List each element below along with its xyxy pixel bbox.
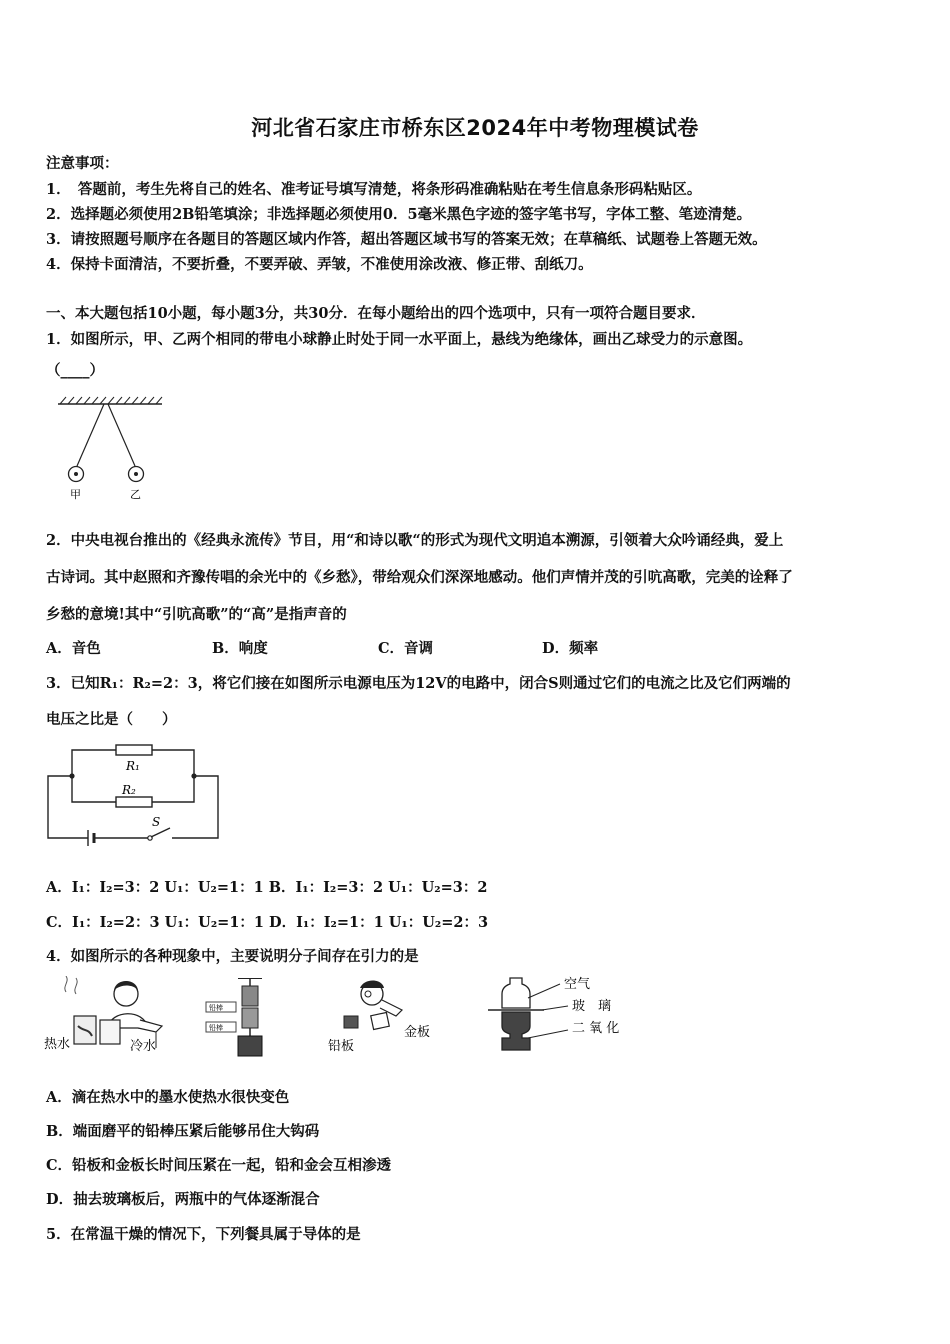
no2-label: 二 氧 化 [572, 1021, 620, 1036]
question-2-option-b[interactable]: B．响度 [212, 640, 268, 657]
lead-plate-label: 铅板 [328, 1039, 355, 1054]
steam-lines [65, 976, 77, 994]
question-3-options-row-2[interactable]: C．I₁：I₂=2：3 U₁：U₂=1：1 D．I₁：I₂=1：1 U₁：U₂=2：3 [46, 914, 489, 931]
hanging-weight [238, 1036, 262, 1056]
question-2-option-c[interactable]: C．音调 [378, 640, 434, 657]
label-lower-text: 铅棒 [209, 1024, 223, 1032]
lead-plate [344, 1016, 358, 1028]
question-4-text: 4．如图所示的各种现象中，主要说明分子间存在引力的是 [46, 948, 419, 965]
wire-left-loop [48, 776, 88, 838]
wire-top-right [152, 750, 194, 776]
question-2-option-d[interactable]: D．频率 [542, 640, 599, 657]
ball-b-center [134, 472, 138, 476]
notice-item-1: 1． 答题前，考生先将自己的姓名、准考证号填写清楚，将条形码准确粘贴在考生信息条形码粘贴区。 [46, 181, 702, 198]
ball-a-center [74, 472, 78, 476]
question-3-options-row-1[interactable]: A．I₁：I₂=3：2 U₁：U₂=1：1 B．I₁：I₂=3：2 U₁：U₂=3：2 [46, 879, 488, 896]
question-4-option-b[interactable]: B．端面磨平的铅棒压紧后能够吊住大钩码 [46, 1123, 320, 1140]
no2-bottle [502, 1012, 530, 1050]
ball-a-label: 甲 [70, 488, 81, 501]
notice-item-4: 4．保持卡面清洁，不要折叠，不要弄破、弄皱，不准使用涂改液、修正带、刮纸刀。 [46, 256, 593, 273]
resistor-r1 [116, 745, 152, 755]
question-1-answer-blank[interactable]: （____） [46, 362, 104, 379]
ink-water-figure [44, 976, 174, 1058]
question-2-option-a[interactable]: A．音色 [46, 640, 101, 657]
question-3-line-1: 3．已知R₁：R₂=2：3，将它们接在如图所示电源电压为12V的电路中，闭合S则通过它们的电流之比及它们两端的 [46, 675, 791, 692]
question-3-line-2: 电压之比是（ ） [46, 711, 177, 728]
glass-label: 玻 璃 [572, 999, 612, 1014]
gas-diffusion-figure [488, 974, 638, 1058]
lead-bar-figure [200, 978, 292, 1060]
question-4-option-c[interactable]: C．铅板和金板长时间压紧在一起，铅和金会互相渗透 [46, 1157, 392, 1174]
air-label: 空气 [564, 977, 591, 992]
pointer-glass [542, 1006, 568, 1010]
ceiling-hatch [60, 397, 162, 404]
question-4-option-d[interactable]: D．抽去玻璃板后，两瓶中的气体逐渐混合 [46, 1191, 320, 1208]
thread-b [108, 404, 135, 466]
resistor-r1-label: R₁ [126, 759, 140, 773]
question-4-option-a[interactable]: A．滴在热水中的墨水使热水很快变色 [46, 1089, 290, 1106]
question-2-line-1: 2．中央电视台推出的《经典永流传》节目，用“和诗以歌“的形式为现代文明追本溯源，引领着大众吟诵经典，爱上 [46, 532, 784, 549]
question-2-line-3: 乡愁的意境!其中“引吭高歌”的“高”是指声音的 [46, 606, 347, 623]
hot-water-label: 热水 [44, 1037, 71, 1052]
switch-lever [151, 828, 170, 837]
label-upper-text: 铅棒 [209, 1004, 223, 1012]
wire-mid-right [152, 776, 194, 802]
resistor-r2-label: R₂ [122, 783, 136, 797]
air-bottle [502, 978, 530, 1008]
page-title: 河北省石家庄市桥东区2024年中考物理模试卷 [251, 116, 699, 140]
thread-a [77, 404, 104, 466]
notice-heading: 注意事项： [46, 155, 119, 172]
gold-plate-label: 金板 [404, 1025, 431, 1040]
lead-bar-upper [242, 986, 258, 1006]
notice-item-3: 3．请按照题号顺序在各题目的答题区域内作答，超出答题区域书写的答案无效；在草稿纸、试题卷上答题无效。 [46, 231, 767, 248]
question-5-text: 5．在常温干燥的情况下，下列餐具属于导体的是 [46, 1226, 361, 1243]
section-heading: 一、本大题包括10小题，每小题3分，共30分．在每小题给出的四个选项中，只有一项符合题目要求． [46, 305, 706, 322]
wire-top-left [72, 750, 116, 776]
lead-bar-lower [242, 1008, 258, 1028]
circuit-figure [44, 738, 222, 850]
wire-mid-left [72, 776, 116, 802]
pointer-no2 [528, 1030, 568, 1038]
lead-gold-figure [326, 978, 446, 1056]
ball-b-label: 乙 [130, 488, 141, 501]
question-2-line-2: 古诗词。其中赵照和齐豫传唱的余光中的《乡愁》，带给观众们深深地感动。他们声情并茂的引吭高歌，完美的诠释了 [46, 569, 793, 586]
notice-item-2: 2．选择题必须使用2B铅笔填涂；非选择题必须使用0．5毫米黑色字迹的签字笔书写，字体工整、笔迹清楚。 [46, 206, 752, 223]
observer-hair [360, 981, 384, 989]
pointer-air [528, 984, 560, 998]
cold-water-cup [100, 1020, 120, 1044]
resistor-r2 [116, 797, 152, 807]
question-1-text: 1．如图所示，甲、乙两个相同的带电小球静止时处于同一水平面上，悬线为绝缘体，画出乙球受力的示意图。 [46, 331, 753, 348]
wire-right-loop [172, 776, 218, 838]
person-arm [138, 1020, 162, 1032]
switch-label: S [152, 815, 161, 829]
pendulum-figure [46, 396, 170, 504]
cold-water-label: 冷水 [130, 1039, 157, 1054]
gold-plate [371, 1012, 390, 1029]
